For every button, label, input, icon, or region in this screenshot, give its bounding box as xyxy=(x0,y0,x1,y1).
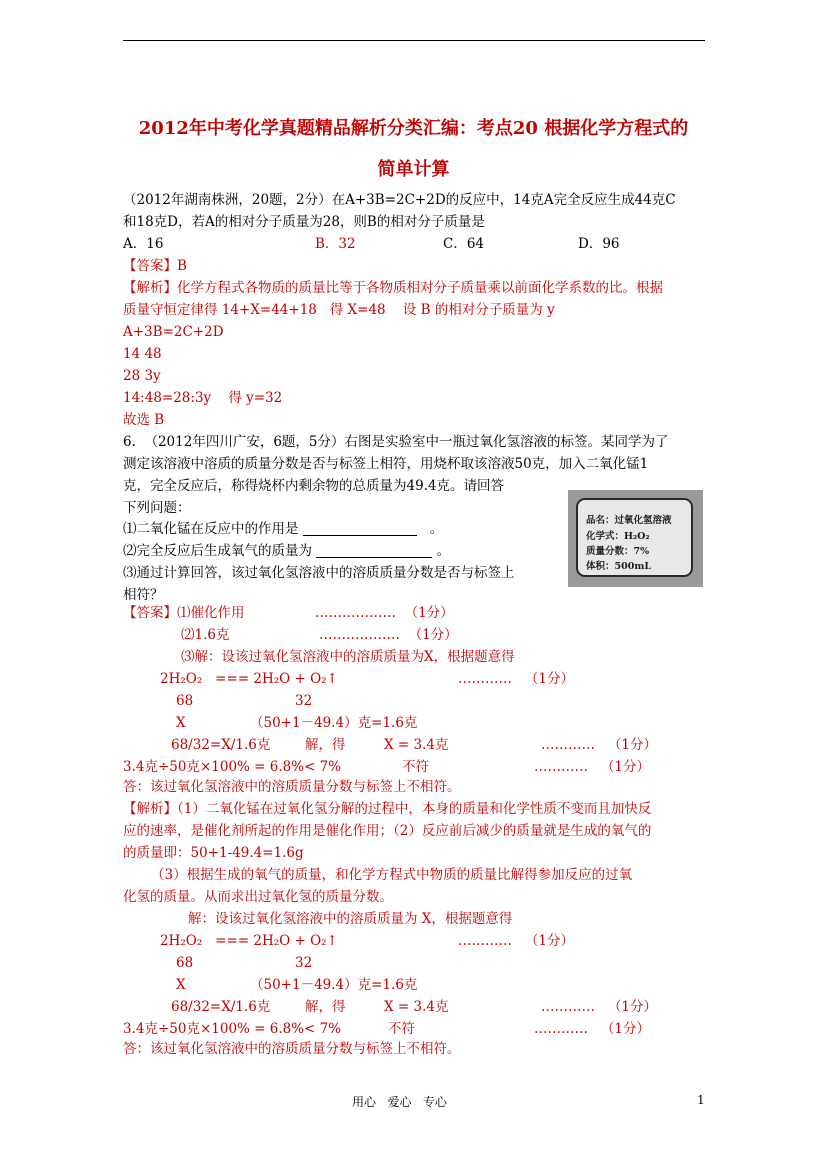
q6-analysis-mass-h2o2: 68 xyxy=(176,955,194,971)
q6-part2: ⑵完全反应后生成氧气的质量为 。 xyxy=(123,543,451,559)
q6-analysis-x: X xyxy=(176,977,186,993)
q6-answer-1-score: ……………… （1分） xyxy=(315,605,454,621)
header-rule xyxy=(123,40,705,41)
q6-stem-line1: 6. （2012年四川广安，6题，5分）右图是实验室中一瓶过氧化氢溶液的标签。某同学为了 xyxy=(123,434,669,450)
q6-answer-equation-score: ………… （1分） xyxy=(458,671,574,687)
q6-analysis-ratio-score: ………… （1分） xyxy=(541,999,657,1015)
q6-analysis-equation: 2H₂O₂ === 2H₂O + O₂↑ xyxy=(160,933,338,949)
q1-stem-line2: 和18克D，若A的相对分子质量为28，则B的相对分子质量是 xyxy=(123,214,485,230)
q6-analysis-mass-o2: 32 xyxy=(295,955,313,971)
q6-answer-ratio-score: ………… （1分） xyxy=(541,737,657,753)
q1-option-a: A．16 xyxy=(123,236,164,252)
q1-calc-line: 故选 B xyxy=(123,412,165,428)
label-mass-fraction: 质量分数：7% xyxy=(586,546,650,557)
reagent-label xyxy=(576,498,693,577)
q6-stem-line3: 克，完全反应后，称得烧杯内剩余物的总质量为49.4克。请回答 xyxy=(123,478,505,494)
reagent-label-photo xyxy=(568,490,703,587)
q6-analysis-conclusion: 答：该过氧化氢溶液中的溶质质量分数与标签上不相符。 xyxy=(123,1041,461,1057)
q1-stem-line1: （2012年湖南株洲，20题，2分）在A+3B=2C+2D的反应中，14克A完全反应生成44克C xyxy=(123,192,676,208)
q6-analysis-equation-score: ………… （1分） xyxy=(458,933,574,949)
q6-answer-ratio: 68/32=X/1.6克 xyxy=(171,737,271,753)
q6-answer-2-score: ……………… （1分） xyxy=(319,627,458,643)
q6-analysis-ratio: 68/32=X/1.6克 xyxy=(171,999,271,1015)
q6-stem-line2: 测定该溶液中溶质的质量分数是否与标签上相符，用烧杯取该溶液50克，加入二氧化锰1 xyxy=(123,456,649,472)
q6-answer-mass-h2o2: 68 xyxy=(176,693,194,709)
q1-calc-line: 28 3y xyxy=(123,368,161,384)
q6-answer-solve: 解，得 xyxy=(305,737,346,753)
q1-option-c: C．64 xyxy=(443,236,485,252)
answer-blank-1[interactable] xyxy=(303,521,417,536)
q6-answer-2: ⑵1.6克 xyxy=(181,627,230,643)
q6-analysis-percent-score: ………… （1分） xyxy=(534,1021,650,1037)
q6-part3-line2: 相符？ xyxy=(123,587,164,603)
q1-calc-line: 14:48=28:3y 得 y=32 xyxy=(123,390,283,406)
q1-calc-line: 14 48 xyxy=(123,346,162,362)
q6-analysis-percent: 3.4克÷50克×100% = 6.8%< 7% xyxy=(123,1021,342,1037)
footer-motto: 用心 爱心 专心 xyxy=(352,1095,447,1109)
q6-analysis-line5: 化氢的质量。从而求出过氧化氢的质量分数。 xyxy=(123,889,393,905)
q1-analysis-line1: 【解析】化学方程式各物质的质量比等于各物质相对分子质量乘以前面化学系数的比。根据 xyxy=(123,280,663,296)
q6-answer-not-match: 不符 xyxy=(402,759,429,775)
q6-answer-conclusion: 答：该过氧化氢溶液中的溶质质量分数与标签上不相符。 xyxy=(123,779,461,795)
q6-analysis-line3: 的质量即：50+1-49.4=1.6g xyxy=(123,845,304,861)
q6-answer-x: X xyxy=(176,715,186,731)
q6-answer-equation: 2H₂O₂ === 2H₂O + O₂↑ xyxy=(160,671,338,687)
q6-stem-line4: 下列问题： xyxy=(123,500,191,516)
q6-answer-o2-value: （50+1－49.4）克=1.6克 xyxy=(250,715,418,731)
q6-analysis-line6: 解：设该过氧化氢溶液中的溶质质量为 X，根据题意得 xyxy=(188,911,513,927)
q6-analysis-solve: 解，得 xyxy=(305,999,346,1015)
q6-analysis-line4: （3）根据生成的氧气的质量，和化学方程式中物质的质量比解得参加反应的过氧 xyxy=(151,867,633,883)
q6-analysis-o2-value: （50+1－49.4）克=1.6克 xyxy=(250,977,418,993)
q6-analysis-line2: 应的速率，是催化剂所起的作用是催化作用；（2）反应前后减少的质量就是生成的氧气的 xyxy=(123,823,652,839)
q1-answer: 【答案】B xyxy=(123,258,187,274)
q1-analysis-line2: 质量守恒定律得 14+X=44+18 得 X=48 设 B 的相对分子质量为 y xyxy=(123,302,555,318)
q6-analysis-line1: 【解析】（1）二氧化锰在过氧化氢分解的过程中，本身的质量和化学性质不变而且加快反 xyxy=(123,801,652,817)
q6-answer-mass-o2: 32 xyxy=(295,693,313,709)
page-title-line2: 简单计算 xyxy=(377,159,450,180)
q6-answer-x-result: X = 3.4克 xyxy=(384,737,449,753)
q6-answer-3-intro: ⑶解：设该过氧化氢溶液中的溶质质量为X，根据题意得 xyxy=(181,649,515,665)
label-formula: 化学式：H₂O₂ xyxy=(586,531,650,542)
q6-answer-1: 【答案】⑴催化作用 xyxy=(123,605,245,621)
q1-calc-line: A+3B=2C+2D xyxy=(123,324,224,340)
q1-option-d: D．96 xyxy=(578,236,620,252)
page-number: 1 xyxy=(697,1093,705,1107)
q6-part3-line1: ⑶通过计算回答，该过氧化氢溶液中的溶质质量分数是否与标签上 xyxy=(123,565,515,581)
answer-blank-2[interactable] xyxy=(316,543,432,558)
q6-answer-percent-score: ………… （1分） xyxy=(534,759,650,775)
label-product-name: 品名：过氧化氢溶液 xyxy=(586,515,672,526)
label-volume: 体积：500mL xyxy=(586,561,652,572)
q6-analysis-x-result: X = 3.4克 xyxy=(384,999,449,1015)
q6-analysis-not-match: 不符 xyxy=(388,1021,415,1037)
q6-part1: ⑴二氧化锰在反应中的作用是 。 xyxy=(123,521,444,537)
q1-option-b: B．32 xyxy=(315,236,356,252)
q6-answer-percent: 3.4克÷50克×100% = 6.8%< 7% xyxy=(123,759,342,775)
page-title-line1: 2012年中考化学真题精品解析分类汇编：考点20 根据化学方程式的 xyxy=(138,118,689,139)
